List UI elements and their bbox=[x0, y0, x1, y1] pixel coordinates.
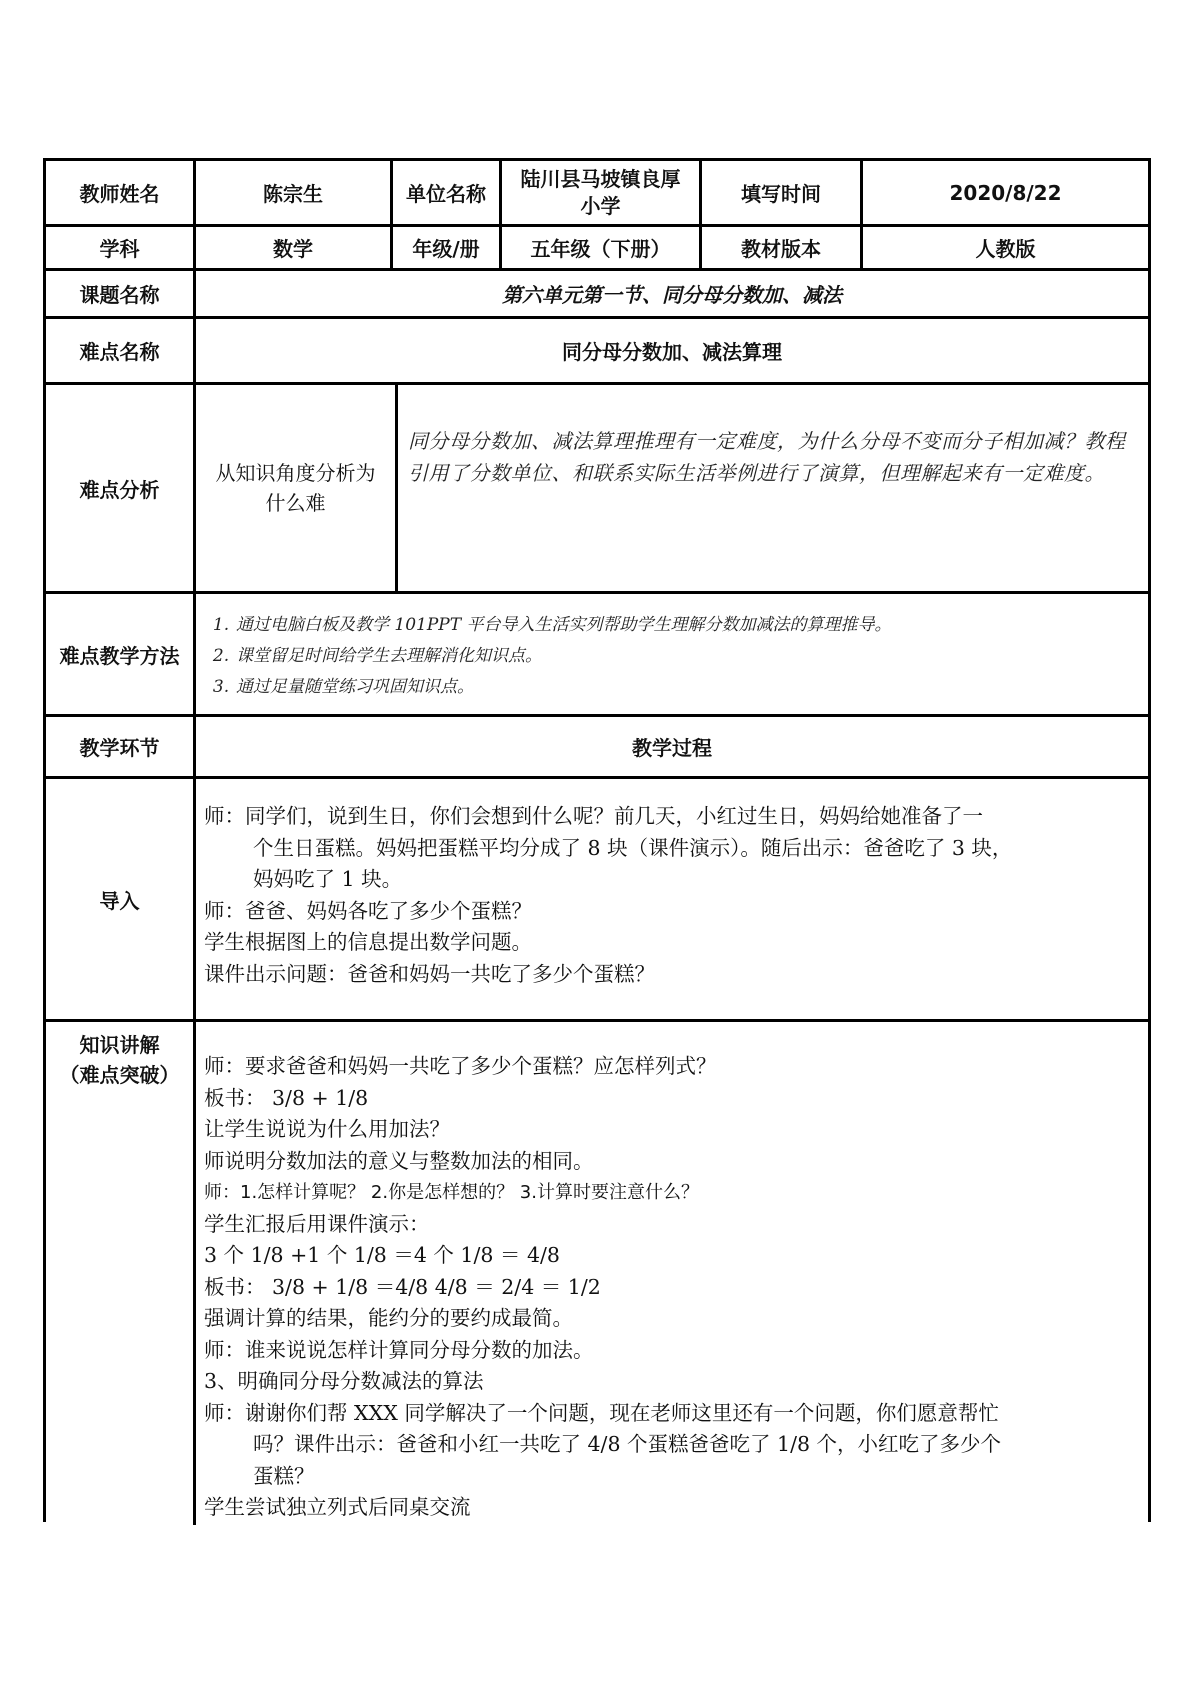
intro-line: 课件出示问题：爸爸和妈妈一共吃了多少个蛋糕？ bbox=[204, 961, 655, 986]
fill-date-label: 填写时间 bbox=[741, 182, 821, 206]
intro-line: 师：爸爸、妈妈各吃了多少个蛋糕？ bbox=[204, 898, 532, 923]
process-label: 教学过程 bbox=[632, 736, 712, 760]
analysis-sub-label-line1: 从知识角度分析为 bbox=[215, 461, 376, 485]
knowledge-label bbox=[46, 1022, 193, 1102]
intro-text bbox=[204, 801, 1144, 990]
edition-value: 人教版 bbox=[975, 237, 1036, 261]
method-item-number: 3. bbox=[212, 676, 230, 697]
method-item-number: 2. bbox=[212, 645, 230, 666]
intro-line: 个生日蛋糕。妈妈把蛋糕平均分成了 8 块（课件演示）。随后出示：爸爸吃了 3 块， bbox=[253, 835, 1013, 860]
intro-line: 师：同学们，说到生日，你们会想到什么呢？前几天，小红过生日，妈妈给她准备了一 bbox=[204, 804, 983, 828]
knowledge-line: 师说明分数加法的意义与整数加法的相同。 bbox=[204, 1148, 594, 1173]
method-item bbox=[206, 610, 891, 641]
intro-line: 学生根据图上的信息提出数学问题。 bbox=[204, 930, 532, 954]
topic-value: 第六单元第一节、同分母分数加、减法 bbox=[502, 283, 842, 307]
knowledge-line: 师：谁来说说怎样计算同分母分数的加法。 bbox=[204, 1337, 594, 1362]
row-divider bbox=[46, 591, 1148, 594]
unit-name-value bbox=[502, 161, 699, 224]
method-item-text: 通过足量随堂练习巩固知识点。 bbox=[236, 676, 474, 697]
knowledge-label-line1: 知识讲解 bbox=[79, 1033, 160, 1057]
knowledge-line: 蛋糕？ bbox=[253, 1463, 315, 1488]
knowledge-line: 师：1.怎样计算呢？ 2.你是怎样想的？ 3.计算时要注意什么？ bbox=[204, 1182, 699, 1203]
stage-label: 教学环节 bbox=[79, 736, 160, 760]
intro-label: 导入 bbox=[99, 888, 140, 913]
difficulty-value: 同分母分数加、减法算理 bbox=[562, 340, 782, 364]
knowledge-line: 3 个 1/8 +1 个 1/8 ＝4 个 1/8 ＝ 4/8 bbox=[204, 1243, 560, 1267]
edition-label: 教材版本 bbox=[741, 237, 821, 261]
analysis-sub-label bbox=[196, 385, 395, 591]
subject-label: 学科 bbox=[99, 237, 140, 261]
grade-label: 年级/册 bbox=[412, 237, 480, 261]
lesson-plan-table bbox=[43, 158, 1151, 1522]
topic-label: 课题名称 bbox=[79, 283, 160, 307]
subject-value: 数学 bbox=[273, 237, 313, 261]
method-item bbox=[206, 641, 542, 672]
analysis-label: 难点分析 bbox=[79, 477, 160, 502]
knowledge-line: 让学生说说为什么用加法？ bbox=[204, 1117, 450, 1141]
knowledge-line: 师：要求爸爸和妈妈一共吃了多少个蛋糕？应怎样列式？ bbox=[204, 1054, 717, 1078]
knowledge-text bbox=[204, 1051, 1144, 1524]
knowledge-line: 学生汇报后用课件演示： bbox=[204, 1211, 430, 1236]
knowledge-line: 吗？课件出示：爸爸和小红一共吃了 4/8 个蛋糕爸爸吃了 1/8 个，小红吃了多少个 bbox=[253, 1432, 1002, 1456]
row-divider bbox=[46, 1019, 1148, 1022]
knowledge-label-line2: （难点突破） bbox=[59, 1063, 180, 1087]
unit-name-line1: 陆川县马坡镇良厚 bbox=[520, 166, 681, 191]
method-item bbox=[206, 672, 474, 703]
knowledge-line: 3、明确同分母分数减法的算法 bbox=[204, 1369, 484, 1393]
knowledge-line: 强调计算的结果，能约分的要约成最简。 bbox=[204, 1306, 573, 1330]
column-divider bbox=[395, 382, 398, 594]
teacher-name-label: 教师姓名 bbox=[79, 182, 160, 206]
unit-name-label: 单位名称 bbox=[406, 182, 486, 206]
analysis-text: 同分母分数加、减法算理推理有一定难度，为什么分母不变而分子相加减？教程引用了分数单位、和联系实际生活举例进行了演算，但理解起来有一定难度。 bbox=[408, 429, 1126, 485]
intro-line: 妈妈吃了 1 块。 bbox=[253, 867, 403, 891]
method-list bbox=[206, 601, 1146, 711]
method-item-text: 通过电脑白板及教学 101PPT 平台导入生活实列帮助学生理解分数加减法的算理推导。 bbox=[236, 614, 892, 635]
knowledge-line: 师：谢谢你们帮 XXX 同学解决了一个问题，现在老师这里还有一个问题，你们愿意帮忙 bbox=[204, 1400, 999, 1425]
knowledge-line: 学生尝试独立列式后同桌交流 bbox=[204, 1495, 471, 1519]
row-divider bbox=[46, 776, 1148, 779]
grade-value: 五年级（下册） bbox=[530, 237, 671, 261]
unit-name-line2: 小学 bbox=[580, 193, 621, 218]
knowledge-line: 板书： 3/8 + 1/8 bbox=[204, 1085, 369, 1110]
method-item-text: 课堂留足时间给学生去理解消化知识点。 bbox=[236, 645, 542, 666]
knowledge-line: 板书： 3/8 + 1/8 ＝4/8 4/8 ＝ 2/4 ＝ 1/2 bbox=[204, 1274, 601, 1299]
teacher-name-value: 陈宗生 bbox=[263, 182, 323, 206]
analysis-sub-label-line2: 什么难 bbox=[265, 491, 326, 515]
method-item-number: 1. bbox=[212, 614, 230, 635]
fill-date-value: 2020/8/22 bbox=[949, 180, 1062, 205]
difficulty-label: 难点名称 bbox=[79, 340, 160, 364]
method-label: 难点教学方法 bbox=[59, 643, 180, 668]
